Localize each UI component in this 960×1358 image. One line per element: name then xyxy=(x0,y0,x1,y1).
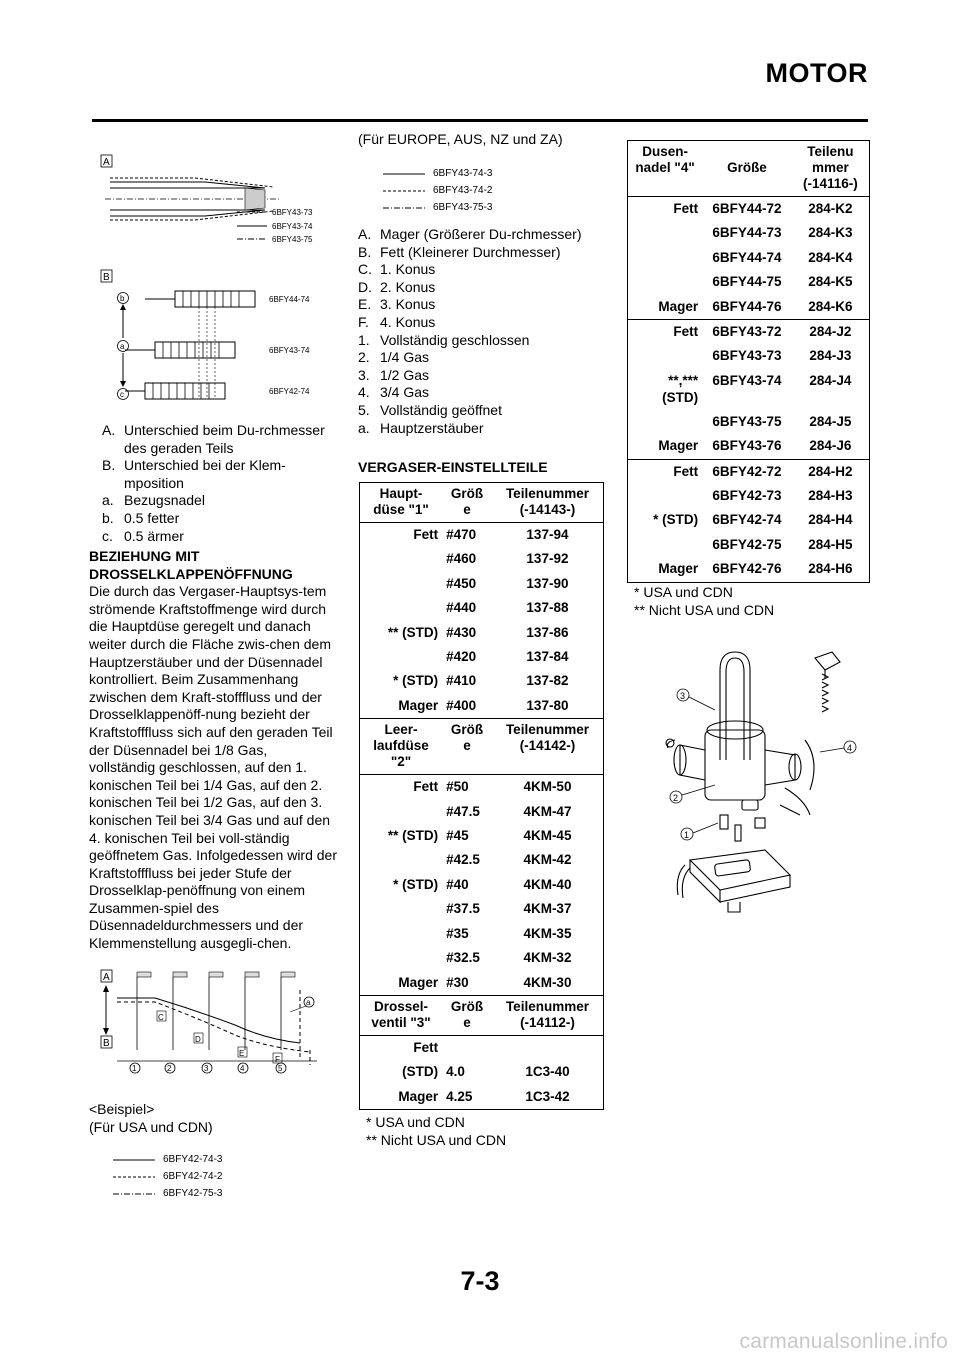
fig1-needle-1: 6BFY44-74 xyxy=(269,295,310,304)
legend-item: 6BFY43-74-3 xyxy=(433,168,493,179)
legend-item: 6BFY42-74-3 xyxy=(163,1154,223,1165)
footnote: ** Nicht USA und CDN xyxy=(634,601,775,618)
legend-item: 6BFY43-75-3 xyxy=(433,202,493,213)
table-row: ** (STD) #45 4KM-45 xyxy=(387,828,572,844)
fig2-num-3: 3 xyxy=(204,1064,209,1073)
figure-legend-list xyxy=(102,422,334,545)
table-row: Mager 4.25 1C3-42 xyxy=(398,1088,570,1104)
fig1-marker-c: c xyxy=(120,390,124,399)
table-row: #32.5 4KM-32 xyxy=(446,950,572,966)
table-row: #440 137-88 xyxy=(446,600,569,616)
fig1-label-b: B xyxy=(103,272,110,283)
table-row: Fett 6BFY44-72 284-K2 xyxy=(673,201,853,216)
table-row: 6BFY42-73 284-H3 xyxy=(712,488,853,504)
fig2-label-c: C xyxy=(158,1013,164,1022)
list-item: c. 0.5 ärmer xyxy=(102,527,184,544)
list-item: b. 0.5 fetter xyxy=(102,509,180,526)
table-row: Mager 6BFY44-76 284-K6 xyxy=(658,298,853,314)
table-row: #42.5 4KM-42 xyxy=(446,852,572,868)
fig1-legend-3: 6BFY43-75 xyxy=(272,235,313,244)
list-item: B. Unterschied bei der Klem-mposition xyxy=(102,457,286,491)
table-row: **,*** (STD) 6BFY43-74 284-J4 xyxy=(662,372,852,405)
top-legend xyxy=(383,165,563,216)
table-header-row xyxy=(628,141,870,197)
table-header-cell: Leer-laufdüse "2" xyxy=(373,722,429,770)
table-row: 6BFY43-75 284-J5 xyxy=(712,413,852,429)
fig2-num-4: 4 xyxy=(240,1064,245,1073)
table-header-cell: Größ e xyxy=(450,722,484,754)
table-header-row xyxy=(360,483,604,523)
legend-item: 6BFY43-74-2 xyxy=(433,185,493,196)
page-number: 7-3 xyxy=(460,1266,500,1296)
table-header-row xyxy=(360,995,604,1035)
list-item: 3. 1/2 Gas xyxy=(358,366,430,383)
table-header-row xyxy=(360,719,604,775)
needle-profile-figure xyxy=(95,150,335,410)
carburetor-illustration xyxy=(660,640,870,925)
footnote: * USA und CDN xyxy=(366,1114,465,1130)
list-item: 5. Vollständig geöffnet xyxy=(358,401,502,418)
table-row: #37.5 4KM-37 xyxy=(446,901,572,917)
table-row: Mager #400 137-80 xyxy=(398,697,569,713)
table-header-cell: Teilenummer (-14143-) xyxy=(505,486,589,517)
list-item: 1. Vollständig geschlossen xyxy=(358,331,530,348)
fig1-marker-a: a xyxy=(120,342,125,351)
page-title: MOTOR xyxy=(765,58,868,88)
table-row: Mager 6BFY42-76 284-H6 xyxy=(658,561,853,577)
table-row: * (STD) #40 4KM-40 xyxy=(393,876,572,892)
carb-callout-1: 1 xyxy=(684,830,690,840)
carb-settings-table xyxy=(359,482,604,1110)
table-row: (STD) 4.0 1C3-40 xyxy=(402,1064,570,1080)
section-heading: BEZIEHUNG MIT DROSSELKLAPPENÖFFNUNG xyxy=(89,548,293,582)
table-row: #35 4KM-35 xyxy=(446,925,572,941)
table-row: #450 137-90 xyxy=(446,575,569,591)
footnote: * USA und CDN xyxy=(634,584,733,600)
table-row: Fett 6BFY43-72 284-J2 xyxy=(673,324,852,340)
table-row: 6BFY44-75 284-K5 xyxy=(712,274,853,290)
legend-item: 6BFY42-75-3 xyxy=(163,1188,223,1199)
fig1-needle-3: 6BFY42-74 xyxy=(269,387,310,396)
list-item: D. 2. Konus xyxy=(358,278,436,295)
table-row: * (STD) #410 137-82 xyxy=(393,673,569,689)
fig2-label-f: F xyxy=(275,1055,280,1064)
table-header-cell: Teilenummer (-14142-) xyxy=(505,722,589,754)
jet-needle-table xyxy=(627,140,870,583)
throttle-opening-figure xyxy=(95,965,335,1075)
table-row: 6BFY44-74 284-K4 xyxy=(712,249,853,265)
example-sub: (Für USA und CDN) xyxy=(89,1118,213,1135)
list-item: a. Bezugsnadel xyxy=(102,492,205,509)
fig2-label-b: B xyxy=(103,1038,110,1049)
fig2-label-d: D xyxy=(195,1035,201,1044)
table-row: Fett xyxy=(413,1039,439,1055)
fig1-marker-b: b xyxy=(120,294,125,303)
table-row: 6BFY43-73 284-J3 xyxy=(712,348,852,364)
list-item: 2. 1/4 Gas xyxy=(358,349,430,366)
table-header-cell: Teilenummer (-14112-) xyxy=(505,998,589,1030)
table-row: 6BFY42-75 284-H5 xyxy=(712,536,853,552)
fig1-legend-2: 6BFY43-74 xyxy=(272,222,313,231)
figure-legend-list-2 xyxy=(358,226,608,437)
table-header-cell: Drossel-ventil "3" xyxy=(371,998,431,1030)
list-item: C. 1. Konus xyxy=(358,261,436,278)
fig1-needle-2: 6BFY43-74 xyxy=(269,346,310,355)
table-row: #47.5 4KM-47 xyxy=(446,803,572,819)
table-row: Mager 6BFY43-76 284-J6 xyxy=(658,438,852,454)
fig2-label-a-small: a xyxy=(306,998,311,1007)
table-row: Fett #470 137-94 xyxy=(413,527,569,542)
legend-item: 6BFY42-74-2 xyxy=(163,1171,223,1182)
table-row: * (STD) 6BFY42-74 284-H4 xyxy=(653,512,853,528)
fig1-label-a: A xyxy=(103,157,110,168)
table-row: ** (STD) #430 137-86 xyxy=(387,624,569,640)
carb-callout-2: 2 xyxy=(673,793,679,803)
fig2-label-e: E xyxy=(239,1049,245,1058)
list-item: A. Unterschied beim Du-rchmesser des geraden Teils xyxy=(102,422,325,456)
fig1-legend-1: 6BFY43-73 xyxy=(272,208,313,217)
footnote: ** Nicht USA und CDN xyxy=(366,1131,507,1148)
list-item: 4. 3/4 Gas xyxy=(358,384,430,401)
example-label: <Beispiel> xyxy=(89,1101,155,1117)
region-caption: (Für EUROPE, AUS, NZ und ZA) xyxy=(358,131,563,147)
table-row: #420 137-84 xyxy=(446,649,569,665)
list-item: E. 3. Konus xyxy=(358,296,436,313)
list-item: A. Mager (Größerer Du-rchmesser) xyxy=(358,226,582,242)
table-row: #460 137-92 xyxy=(446,551,569,567)
header-rule xyxy=(92,119,868,122)
table-header-cell: Größ e xyxy=(450,998,484,1030)
carb-callout-3: 3 xyxy=(680,691,686,701)
fig2-label-a: A xyxy=(103,972,110,983)
table-row: Mager #30 4KM-30 xyxy=(398,974,572,990)
section-paragraph: Die durch das Vergaser-Hauptsys-tem strömende Kraftstoffmenge wird durch die Hauptdüse geregelt und danach weiter durch die Fläche zwis-chen dem Hauptzerstäuber und der Düsennadel kontrolliert. Beim Zusammenhang zwischen dem Kraft-stofffluss und der Drosselklappenöff-nung bezieht der Kraftstofffluss sich auf den geraden Teil der Düsennadel bei 1/8 Gas, vollständig geschlossen, auf den 1. konischen Teil bei 1/4 Gas, auf den 2. konischen Teil bei 1/2 Gas, auf den 3. konischen Teil bei 3/4 Gas und auf den 4. konischen Teil bei voll-ständig geöffnetem Gas. Infolgedessen wird der Kraftstofffluss bei jeder Stufe der Drosselklap-penöffnung von einem Zusammen-spiel des Düsennadeldurchmessers und der Klemmenstellung ausgegli-chen. xyxy=(89,583,338,952)
bottom-legend xyxy=(113,1151,293,1202)
table-row: Fett #50 4KM-50 xyxy=(413,779,572,795)
list-item: F. 4. Konus xyxy=(358,313,436,330)
fig2-num-5: 5 xyxy=(278,1064,283,1073)
watermark-text: carmanualsonline.info xyxy=(739,1330,948,1353)
list-item: B. Fett (Kleinerer Durchmesser) xyxy=(358,243,561,260)
list-item: a. Hauptzerstäuber xyxy=(358,419,484,436)
fig2-num-2: 2 xyxy=(167,1064,172,1073)
table-header-cell: Haupt-düse "1" xyxy=(373,486,429,517)
table-header-cell: Größe xyxy=(727,160,767,175)
table-header-cell: Größ e xyxy=(450,486,484,517)
table-row: Fett 6BFY42-72 284-H2 xyxy=(673,463,853,479)
table-header-cell: Dusen-nadel "4" xyxy=(635,144,695,175)
table-header-cell: Teilenu mmer (-14116-) xyxy=(802,144,858,191)
fig2-num-1: 1 xyxy=(132,1064,137,1073)
table-row: 6BFY44-73 284-K3 xyxy=(712,225,853,241)
carb-callout-4: 4 xyxy=(847,743,853,753)
table-heading: VERGASER-EINSTELLTEILE xyxy=(358,459,548,475)
